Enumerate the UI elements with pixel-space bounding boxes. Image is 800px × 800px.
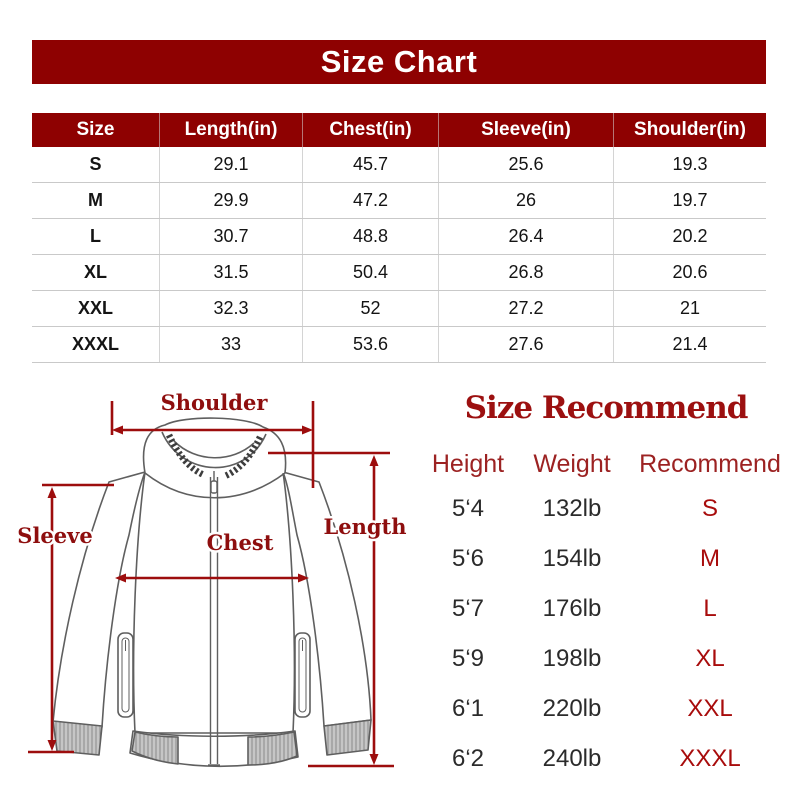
cell-shoulder: 21.4 <box>672 334 708 354</box>
recommend-height: 5‘9 <box>451 645 485 672</box>
recommend-weight: 154lb <box>542 545 602 572</box>
label-length: Length <box>323 514 407 539</box>
jacket-outline <box>53 418 371 766</box>
recommend-size: XL <box>695 645 725 672</box>
recommend-size: XXL <box>687 695 733 722</box>
recommend-table <box>420 444 792 784</box>
cell-size: XXXL <box>32 327 160 362</box>
cell-sleeve: 26 <box>439 183 614 218</box>
cell-size: XXL <box>32 291 160 326</box>
cell-size: L <box>32 219 160 254</box>
table-row <box>32 183 766 219</box>
recommend-weight: 220lb <box>542 695 602 722</box>
column-header-size: Size <box>32 113 160 147</box>
banner <box>32 40 766 84</box>
table-row <box>32 327 766 363</box>
table-row <box>32 147 766 183</box>
recommend-height: 6‘1 <box>451 695 485 722</box>
recommend-weight: 240lb <box>542 745 602 772</box>
cell-shoulder: 20.2 <box>672 226 708 246</box>
size-table <box>32 113 766 363</box>
column-header-length: Length(in) <box>160 113 303 147</box>
page-title: Size Chart <box>320 44 478 79</box>
table-row <box>32 219 766 255</box>
column-header-chest: Chest(in) <box>303 113 439 147</box>
size-table-header-row <box>32 113 766 147</box>
cell-length: 33 <box>160 327 303 362</box>
jacket-drawing <box>2 385 442 797</box>
cell-chest: 48.8 <box>303 219 439 254</box>
recommend-height: 5‘7 <box>451 595 485 622</box>
cell-shoulder: 20.6 <box>672 262 708 282</box>
table-row <box>32 255 766 291</box>
cell-length: 30.7 <box>160 219 303 254</box>
recommend-height: 5‘4 <box>451 495 485 522</box>
cell-sleeve: 26.4 <box>439 219 614 254</box>
recommend-weight: 198lb <box>542 645 602 672</box>
cell-length: 31.5 <box>160 255 303 290</box>
cell-shoulder: 21 <box>679 298 701 318</box>
cell-sleeve: 27.2 <box>439 291 614 326</box>
recommend-size: L <box>703 595 717 622</box>
cell-shoulder: 19.3 <box>672 154 708 174</box>
jacket-measurement-diagram <box>2 385 442 797</box>
label-sleeve: Sleeve <box>17 523 93 548</box>
recommend-height: 6‘2 <box>451 745 485 772</box>
cell-chest: 47.2 <box>303 183 439 218</box>
recommend-title: Size Recommend <box>464 390 748 426</box>
cell-size: S <box>32 147 160 182</box>
column-header-shoulder: Shoulder(in) <box>634 119 746 140</box>
recommend-header-height: Height <box>431 449 505 478</box>
cell-chest: 50.4 <box>303 255 439 290</box>
label-chest: Chest <box>206 530 274 555</box>
cell-size: XL <box>32 255 160 290</box>
cell-size: M <box>32 183 160 218</box>
recommend-header-size: Recommend <box>639 449 781 478</box>
cell-sleeve: 25.6 <box>439 147 614 182</box>
recommend-size: S <box>701 495 718 522</box>
recommend-weight: 176lb <box>542 595 602 622</box>
cell-chest: 52 <box>303 291 439 326</box>
cell-length: 29.9 <box>160 183 303 218</box>
cell-chest: 53.6 <box>303 327 439 362</box>
recommend-size: XXXL <box>679 745 741 772</box>
recommend-size: M <box>700 545 720 572</box>
size-recommend-panel <box>420 388 792 784</box>
recommend-header-weight: Weight <box>533 449 611 478</box>
cell-length: 29.1 <box>160 147 303 182</box>
cell-sleeve: 27.6 <box>439 327 614 362</box>
cell-shoulder: 19.7 <box>672 190 708 210</box>
cell-length: 32.3 <box>160 291 303 326</box>
recommend-weight: 132lb <box>542 495 602 522</box>
column-header-sleeve: Sleeve(in) <box>439 113 614 147</box>
cell-chest: 45.7 <box>303 147 439 182</box>
label-shoulder: Shoulder <box>160 390 268 415</box>
table-row <box>32 291 766 327</box>
cell-sleeve: 26.8 <box>439 255 614 290</box>
recommend-height: 5‘6 <box>451 545 485 572</box>
